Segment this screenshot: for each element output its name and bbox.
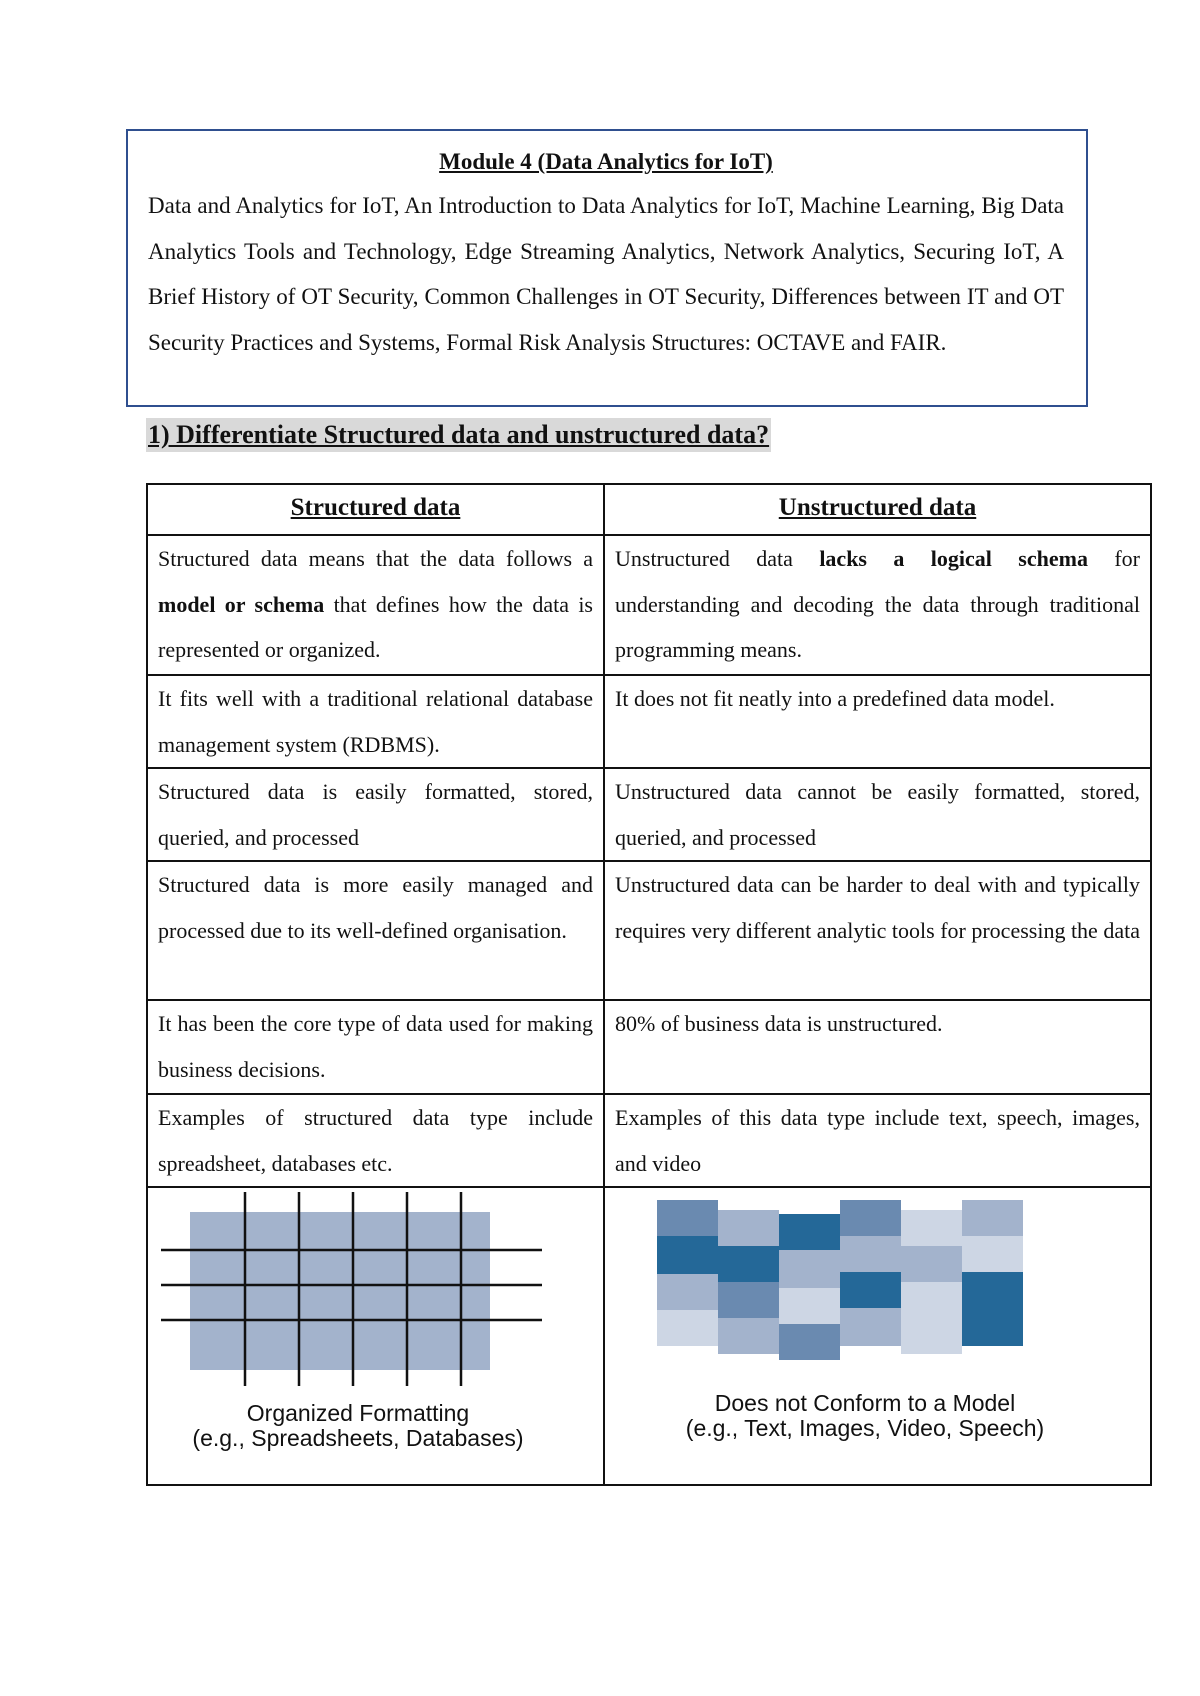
- cell-unstructured: Unstructured data lacks a logical schema for understanding and decoding the data through traditional programming means.: [604, 535, 1151, 675]
- cell-structured: Structured data means that the data follows a model or schema that defines how the data is represented or organized.: [147, 535, 604, 675]
- table-row: [147, 861, 1151, 1000]
- block: [901, 1282, 962, 1354]
- figure-row: [147, 1187, 1151, 1485]
- block: [962, 1272, 1023, 1346]
- block: [962, 1236, 1023, 1272]
- cell-structured: Structured data is more easily managed and processed due to its well-defined organisation.: [147, 861, 604, 1000]
- cell-unstructured: Unstructured data can be harder to deal with and typically requires very different analytic tools for processing the data: [604, 861, 1151, 1000]
- module-title: Module 4 (Data Analytics for IoT): [439, 149, 773, 174]
- table-row: [147, 1094, 1151, 1187]
- header-unstructured: Unstructured data: [604, 484, 1151, 535]
- cell-unstructured: Unstructured data cannot be easily formatted, stored, queried, and processed: [604, 768, 1151, 861]
- table-row: [147, 535, 1151, 675]
- block: [840, 1200, 901, 1236]
- module-box: [126, 129, 1088, 407]
- block: [779, 1250, 840, 1288]
- block: [718, 1246, 779, 1282]
- block: [718, 1282, 779, 1318]
- block: [840, 1236, 901, 1272]
- cell-structured: It has been the core type of data used for making business decisions.: [147, 1000, 604, 1094]
- cell-structured: Structured data is easily formatted, stored, queried, and processed: [147, 768, 604, 861]
- block: [901, 1246, 962, 1282]
- block: [779, 1214, 840, 1250]
- structured-figure-cell: [147, 1187, 604, 1485]
- structured-caption-line-2: (e.g., Spreadsheets, Databases): [192, 1425, 524, 1451]
- block: [901, 1210, 962, 1246]
- cell-structured: Examples of structured data type include spreadsheet, databases etc.: [147, 1094, 604, 1187]
- unstructured-caption-line-2: (e.g., Text, Images, Video, Speech): [685, 1415, 1045, 1441]
- table-row: [147, 1000, 1151, 1094]
- block: [779, 1288, 840, 1324]
- grid-fill: [190, 1212, 490, 1370]
- question-heading: 1) Differentiate Structured data and unstructured data?: [146, 418, 771, 452]
- block: [840, 1308, 901, 1346]
- cell-unstructured: It does not fit neatly into a predefined data model.: [604, 675, 1151, 768]
- unstructured-caption-line-1: Does not Conform to a Model: [714, 1390, 1016, 1416]
- unstructured-figure-cell: [604, 1187, 1151, 1485]
- block: [657, 1310, 718, 1346]
- cell-unstructured: 80% of business data is unstructured.: [604, 1000, 1151, 1094]
- header-structured: Structured data: [147, 484, 604, 535]
- cell-structured: It fits well with a traditional relational database management system (RDBMS).: [147, 675, 604, 768]
- block: [962, 1200, 1023, 1236]
- cell-unstructured: Examples of this data type include text, speech, images, and video: [604, 1094, 1151, 1187]
- comparison-table: [146, 483, 1152, 1486]
- table-row: [147, 675, 1151, 768]
- block: [657, 1236, 718, 1274]
- table-row: [147, 768, 1151, 861]
- block: [657, 1274, 718, 1310]
- block: [718, 1318, 779, 1354]
- structured-caption-line-1: Organized Formatting: [246, 1400, 470, 1426]
- block: [718, 1210, 779, 1246]
- module-syllabus: Data and Analytics for IoT, An Introduction to Data Analytics for IoT, Machine Learning, Big Data Analytics Tools and Technology, Edge Streaming Analytics, Network Analytics, Securing IoT, A Brief History of OT Security, Common Challenges in OT Security, Differences between IT and OT Security Practices and Systems, Formal Risk Analysis Structures: OCTAVE and FAIR.: [148, 193, 1064, 355]
- block: [657, 1200, 718, 1236]
- block: [840, 1272, 901, 1308]
- table-header-row: [147, 484, 1151, 535]
- block: [779, 1324, 840, 1360]
